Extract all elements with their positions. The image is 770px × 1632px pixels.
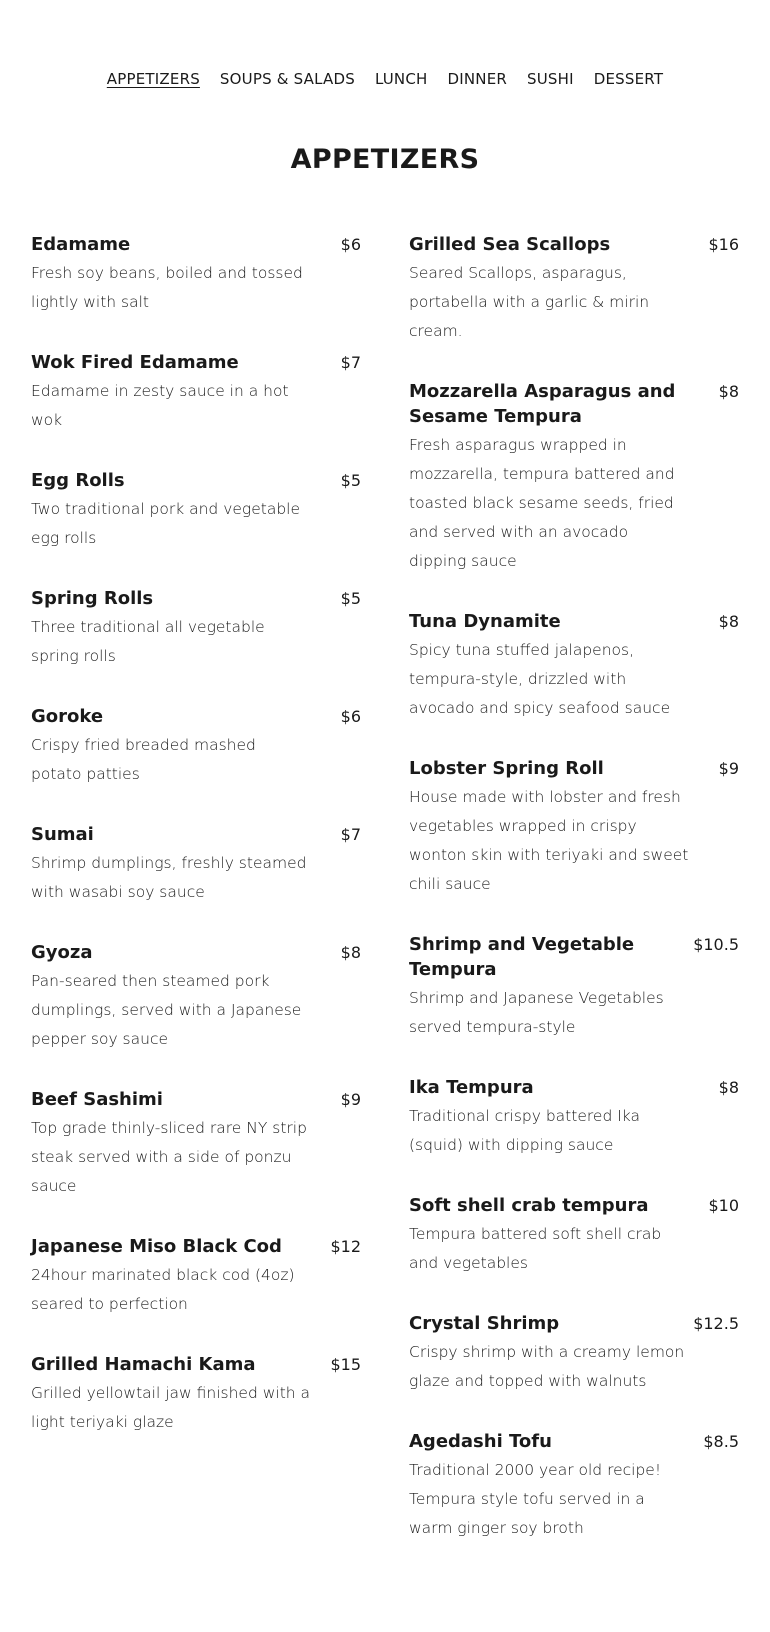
item-description: Seared Scallops, asparagus, portabella with a garlic & mirin cream. — [409, 264, 650, 340]
item-description: Fresh asparagus wrapped in mozzarella, tempura battered and toasted black sesame seeds, fried and served with an avocado dipping sauce — [409, 436, 675, 570]
item-name: Agedashi Tofu — [409, 1431, 552, 1452]
nav-link-dinner[interactable]: DINNER — [447, 70, 508, 88]
item-description: House made with lobster and fresh vegetables wrapped in crispy wonton skin with teriyaki and sweet chili sauce — [409, 788, 689, 893]
item-description: Traditional crispy battered Ika (squid) with dipping sauce — [409, 1107, 640, 1154]
item-description: Fresh soy beans, boiled and tossed lightly with salt — [31, 264, 303, 311]
menu-item — [31, 1234, 361, 1319]
item-name: Crystal Shrimp — [409, 1313, 560, 1334]
item-description: Three traditional all vegetable spring rolls — [31, 618, 265, 665]
nav-link-soups-salads[interactable]: SOUPS & SALADS — [219, 70, 355, 88]
item-price: $7 — [340, 825, 361, 844]
page-title: APPETIZERS — [290, 144, 480, 175]
item-name: Sumai — [31, 824, 94, 845]
menu-category-nav — [0, 70, 770, 89]
menu-item — [31, 232, 361, 317]
item-price: $6 — [340, 235, 361, 254]
menu-item — [31, 1352, 361, 1437]
item-price: $12.5 — [693, 1314, 739, 1333]
menu-item — [31, 1087, 361, 1201]
item-name: Beef Sashimi — [31, 1089, 163, 1110]
menu-column-left — [31, 232, 361, 1470]
nav-link-lunch[interactable]: LUNCH — [374, 70, 428, 88]
item-price: $8 — [718, 1078, 739, 1097]
item-name: Grilled Hamachi Kama — [31, 1354, 256, 1375]
nav-link-appetizers[interactable]: APPETIZERS — [106, 70, 200, 88]
item-price: $15 — [330, 1355, 361, 1374]
menu-item — [31, 350, 361, 435]
menu-column-right — [409, 232, 739, 1576]
nav-link-sushi[interactable]: SUSHI — [527, 70, 574, 88]
nav-link-dessert[interactable]: DESSERT — [593, 70, 664, 88]
menu-item — [409, 379, 739, 576]
item-description: Grilled yellowtail jaw finished with a light teriyaki glaze — [31, 1384, 311, 1431]
item-name: Grilled Sea Scallops — [409, 234, 611, 255]
item-name: Goroke — [31, 706, 104, 727]
item-name: Ika Tempura — [409, 1077, 534, 1098]
item-name: Edamame — [31, 234, 131, 255]
menu-item — [409, 1075, 739, 1160]
item-description: Crispy fried breaded mashed potato patties — [31, 736, 256, 783]
item-price: $5 — [340, 589, 361, 608]
item-name: Soft shell crab tempura — [409, 1195, 649, 1216]
item-description: 24hour marinated black cod (4oz) seared to perfection — [31, 1266, 295, 1313]
item-description: Traditional 2000 year old recipe! Tempura style tofu served in a warm ginger soy broth — [409, 1461, 662, 1537]
item-price: $5 — [340, 471, 361, 490]
item-name: Shrimp and Vegetable Tempura — [409, 934, 635, 980]
item-price: $10 — [708, 1196, 739, 1215]
item-name: Spring Rolls — [31, 588, 154, 609]
menu-item — [31, 940, 361, 1054]
item-price: $8 — [718, 382, 739, 401]
item-name: Japanese Miso Black Cod — [31, 1236, 282, 1257]
item-description: Pan-seared then steamed pork dumplings, served with a Japanese pepper soy sauce — [31, 972, 302, 1048]
menu-item — [409, 932, 739, 1042]
menu-item — [409, 232, 739, 346]
item-price: $10.5 — [693, 935, 739, 954]
menu-item — [31, 586, 361, 671]
item-description: Tempura battered soft shell crab and vegetables — [409, 1225, 662, 1272]
menu-item — [31, 468, 361, 553]
item-description: Spicy tuna stuffed jalapenos, tempura-style, drizzled with avocado and spicy seafood sauce — [409, 641, 671, 717]
menu-item — [409, 609, 739, 723]
item-description: Shrimp dumplings, freshly steamed with wasabi soy sauce — [31, 854, 307, 901]
item-name: Wok Fired Edamame — [31, 352, 239, 373]
item-name: Lobster Spring Roll — [409, 758, 604, 779]
item-description: Two traditional pork and vegetable egg rolls — [31, 500, 300, 547]
item-price: $9 — [718, 759, 739, 778]
item-price: $12 — [330, 1237, 361, 1256]
item-name: Mozzarella Asparagus and Sesame Tempura — [409, 381, 676, 427]
item-description: Top grade thinly-sliced rare NY strip steak served with a side of ponzu sauce — [31, 1119, 307, 1195]
item-price: $8 — [340, 943, 361, 962]
item-price: $8 — [718, 612, 739, 631]
menu-item — [409, 1429, 739, 1543]
menu-item — [409, 1193, 739, 1278]
menu-item — [31, 704, 361, 789]
item-price: $6 — [340, 707, 361, 726]
menu-item — [409, 756, 739, 899]
item-price: $8.5 — [703, 1432, 739, 1451]
item-name: Gyoza — [31, 942, 93, 963]
menu-item — [31, 822, 361, 907]
menu-item — [409, 1311, 739, 1396]
item-price: $9 — [340, 1090, 361, 1109]
item-description: Edamame in zesty sauce in a hot wok — [31, 382, 289, 429]
item-name: Tuna Dynamite — [409, 611, 561, 632]
item-price: $16 — [708, 235, 739, 254]
item-description: Shrimp and Japanese Vegetables served tempura-style — [409, 989, 664, 1036]
item-name: Egg Rolls — [31, 470, 125, 491]
item-description: Crispy shrimp with a creamy lemon glaze and topped with walnuts — [409, 1343, 685, 1390]
item-price: $7 — [340, 353, 361, 372]
